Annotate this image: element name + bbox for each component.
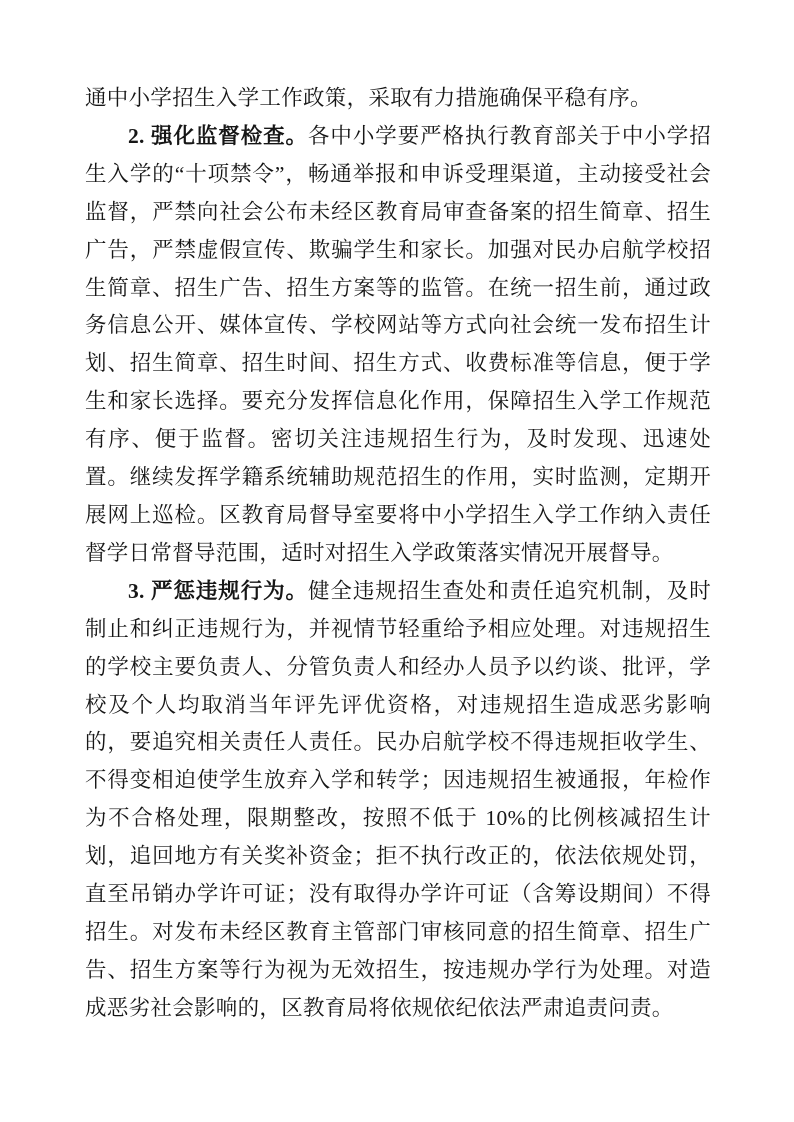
paragraph-heading: 2. 强化监督检查。 <box>128 123 308 148</box>
paragraph-item-3 <box>85 573 711 1028</box>
paragraph-text: 通中小学招生入学工作政策，采取有力措施确保平稳有序。 <box>85 86 652 110</box>
paragraph-text: 各中小学要严格执行教育部关于中小学招生入学的“十项禁令”，畅通举报和申诉受理渠道，主动接受社会监督，严禁向社会公布未经区教育局审查备案的招生简章、招生广告，严禁虚假宣传、欺骗学生和家长。加强对民办启航学校招生简章、招生广告、招生方案等的监管。在统一招生前，通过政务信息公开、媒体宣传、学校网站等方式向社会统一发布招生计划、招生简章、招生时间、招生方式、收费标准等信息，便于学生和家长选择。要充分发挥信息化作用，保障招生入学工作规范有序、便于监督。密切关注违规招生行为，及时发现、迅速处置。继续发挥学籍系统辅助规范招生的作用，实时监测，定期开展网上巡检。区教育局督导室要将中小学招生入学工作纳入责任督学日常督导范围，适时对招生入学政策落实情况开展督导。 <box>85 123 711 565</box>
paragraph-continuation <box>85 80 711 118</box>
paragraph-text: 健全违规招生查处和责任追究机制，及时制止和纠正违规行为，并视情节轻重给予相应处理。对违规招生的学校主要负责人、分管负责人和经办人员予以约谈、批评，学校及个人均取消当年评先评优资格，对违规招生造成恶劣影响的，要追究相关责任人责任。民办启航学校不得违规拒收学生、不得变相迫使学生放弃入学和转学；因违规招生被通报，年检作为不合格处理，限期整改，按照不低于 10%的比例核减招生计划，追回地方有关奖补资金；拒不执行改正的，依法依规处罚，直至吊销办学许可证；没有取得办学许可证（含筹设期间）不得招生。对发布未经区教育主管部门审核同意的招生简章、招生广告、招生方案等行为视为无效招生，按违规办学行为处理。对造成恶劣社会影响的，区教育局将依规依纪依法严肃追责问责。 <box>85 578 711 1020</box>
paragraph-item-2 <box>85 118 711 573</box>
paragraph-heading: 3. 严惩违规行为。 <box>128 578 308 603</box>
